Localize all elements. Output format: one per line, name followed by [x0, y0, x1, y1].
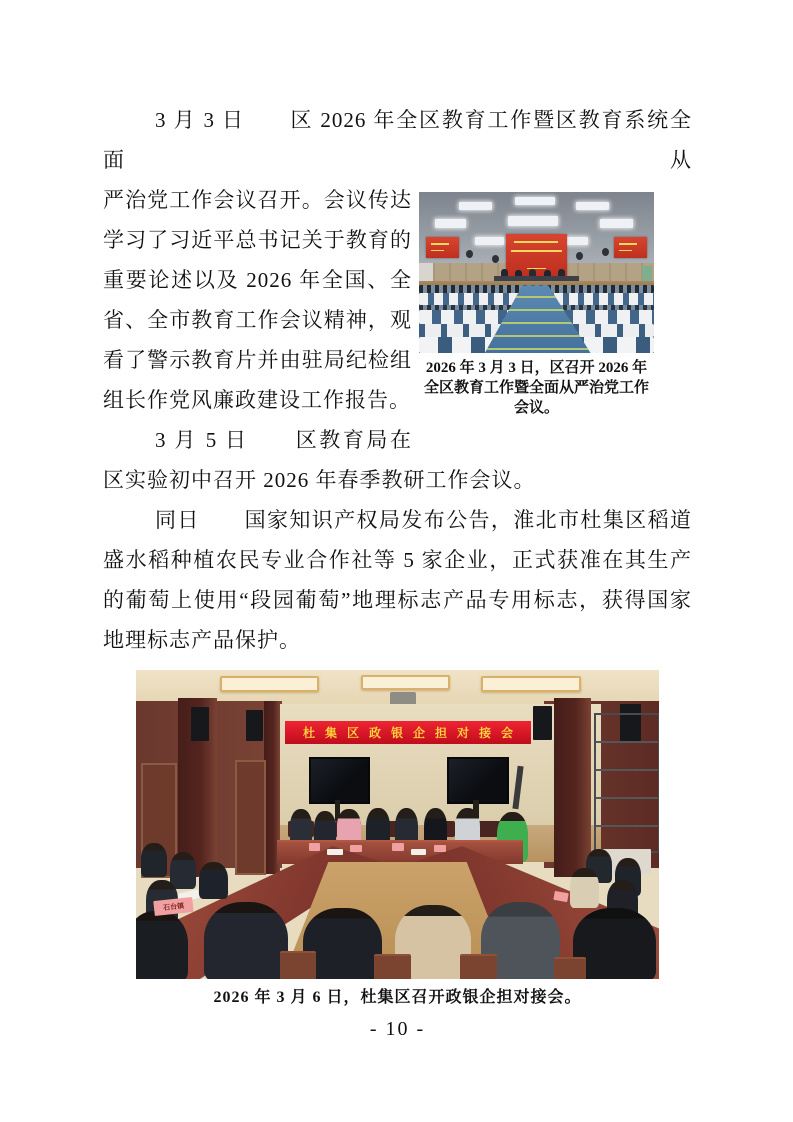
photo2-name-card [350, 845, 362, 853]
photo2-speaker [533, 706, 551, 740]
photo2-speaker [246, 710, 263, 741]
paragraph-2: 3 月 5 日 区教育局在区实验初中召开 2026 年春季教研工作会议。 [103, 428, 536, 492]
photo2-chair [554, 957, 585, 979]
person-figure-foreground [136, 911, 188, 979]
photo2-inner-door [235, 760, 265, 875]
photo1-light-panel [459, 202, 492, 210]
figure1-caption: 2026 年 3 月 3 日，区召开 2026 年全区教育工作暨全面从严治党工作会议。 [423, 360, 649, 416]
photo-bank-enterprise-meeting [136, 670, 659, 979]
photo1-spotlight [466, 250, 473, 258]
paragraph-1-rest: 严治党工作会议召开。会议传达学习了习近平总书记关于教育的重要论述以及 2026 年全国、全省、全市教育工作会议精神，观看了警示教育片并由驻局纪检组组长作党风廉政建设工作报告。 [103, 188, 412, 412]
photo1-light-panel [576, 202, 609, 210]
photo2-name-card-shitai: 石台镇 [154, 897, 195, 916]
photo1-left-screen [426, 237, 459, 258]
photo1-light-panel [600, 219, 633, 228]
paragraph-1-line-1: 3 月 3 日 区 2026 年全区教育工作暨区教育系统全面从 [103, 108, 692, 172]
photo2-paper [411, 849, 427, 855]
photo2-chair [460, 954, 497, 979]
photo1-light-panel [515, 197, 555, 205]
photo2-banner [285, 721, 531, 744]
figure-education-meeting [419, 192, 654, 418]
photo2-ceiling-light [220, 676, 319, 691]
photo2-ceiling-light [361, 675, 450, 690]
person-figure [170, 852, 196, 889]
person-figure [199, 862, 228, 899]
person-figure-foreground [204, 902, 288, 979]
photo2-tv-right [447, 757, 509, 804]
photo2-ceiling-light [481, 676, 580, 691]
photo1-spotlight [492, 255, 499, 263]
photo-education-meeting [419, 192, 654, 353]
photo2-tv-left [309, 757, 371, 804]
person-figure-beige [570, 868, 599, 908]
paragraph-1-body [103, 180, 692, 420]
photo2-chair [280, 951, 317, 979]
photo1-light-panel [475, 237, 503, 245]
paragraph-3: 同日 国家知识产权局发布公告，淮北市杜集区稻道盛水稻种植农民专业合作社等 5 家企业，正式获准在其生产的葡萄上使用“段园葡萄”地理标志产品专用标志，获得国家地理标志产品保护。 [103, 508, 692, 652]
photo1-light-panel [435, 219, 466, 228]
photo2-speaker [191, 707, 209, 741]
photo2-banner-text: 杜集区政银企担对接会 [302, 726, 523, 741]
photo2-name-card [434, 845, 446, 853]
photo2-window [594, 713, 659, 853]
person-figure [141, 843, 167, 877]
figure2-caption: 2026 年 3 月 6 日，杜集区召开政银企担对接会。 [213, 989, 582, 1006]
photo1-right-screen [614, 237, 647, 258]
page-content [103, 0, 692, 1040]
photo1-light-panel [508, 216, 557, 226]
photo2-name-card [309, 843, 321, 851]
photo2-name-card [392, 843, 404, 851]
photo2-pillar [554, 698, 591, 877]
figure-bank-enterprise-meeting [136, 670, 659, 1009]
photo2-paper [327, 849, 343, 855]
photo2-chair [374, 954, 411, 979]
page-number: - 10 - [369, 1018, 426, 1040]
